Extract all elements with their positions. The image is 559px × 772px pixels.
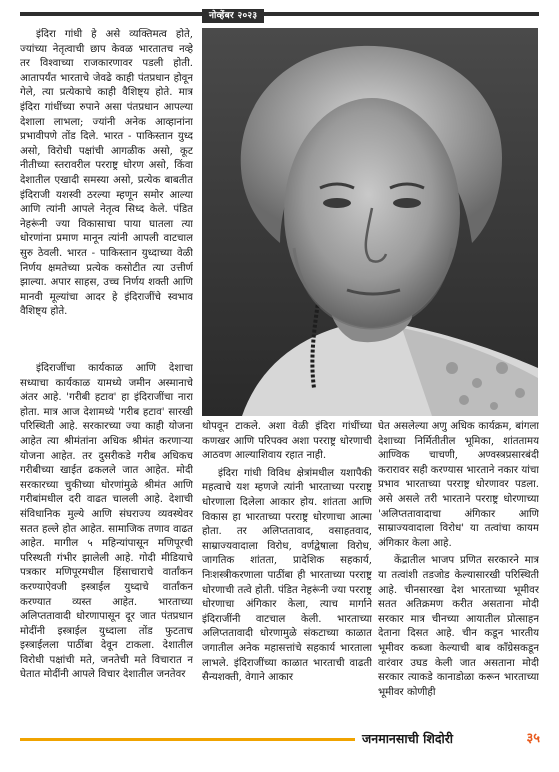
paragraph-current-government: केंद्रातील भाजप प्रणित सरकारने मात्र या तत्वांशी तडजोड केल्यासारखी परिस्थिती आहे. चीनसारखा देश भारताच्या भूमीवर सतत अतिक्रमण करीत असताना मोदी सरकार मात्र चीनच्या आयातील प्रोत्साहन देताना दिसत आहे. चीन कडून भारतीय भूमीवर कब्जा केल्याची बाब काँग्रेसकडून वारंवार उघड केली जात असताना मोदी सरकार त्याकडे कानाडोळा करून भारताच्या भूमीवर कोणीही [378, 555, 539, 698]
article-column-1 [20, 28, 193, 728]
article-column-2 [202, 420, 372, 728]
header-rule [20, 12, 539, 16]
paragraph-foreign-policy: इंदिरा गांधी विविध क्षेत्रांमधील यशापैकी महत्वाचे यश म्हणजे त्यांनी भारताच्या परराष्ट्र धोरणाला दिलेला आकार होय. शांतता आणि विकास हा भारताच्या परराष्ट्र धोरणाचा आत्मा होता. तर अलिप्ततावाद, वसाहतवाद, साम्राज्यवादाला विरोध, वर्णद्वेषाला विरोध, जागतिक शांतता, प्रादेशिक सहकार्य, निःशस्त्रीकरणाला पाठींबा ही भारताच्या परराष्ट्र धोरणाची तत्वे होती. पंडित नेहरूंनी ज्या परराष्ट्र धोरणाचा अंगिकार केला, त्याच मार्गाने इंदिराजींनी वाटचाल केली. भारताच्या अलिप्ततावादी धोरणामुळे संकटाच्या काळात जगातील अनेक महासत्तांचे सहकार्य भारताला लाभले. इंदिराजींच्या काळात भारताची वाढती सैन्यशक्ती, वेगाने आकार [202, 467, 372, 684]
footer-rule [20, 738, 355, 741]
page-number: ३५ [526, 731, 540, 746]
issue-month-label: नोव्हेंबर २०२३ [202, 9, 264, 23]
magazine-title: जनमानसाची शिदोरी [362, 731, 454, 746]
article-column-3 [378, 420, 539, 728]
indira-gandhi-portrait [202, 28, 538, 416]
paragraph-comparison: इंदिराजींचा कार्यकाळ आणि देशाचा सध्याचा कार्यकाळ यामध्ये जमीन अस्मानाचे अंतर आहे. 'गरीबी हटाव' हा इंदिराजींचा नारा होता. मात्र आज देशामध्ये 'गरीब हटाव' सारखी परिस्थिती आहे. सरकारच्या ज्या काही योजना आहेत त्या श्रीमंतांना अधिक श्रीमंत करणाऱ्या योजना आहेत. तर दुसरीकडे गरीब अधिकच गरीबीच्या खाईत ढकलले जात आहेत. मोदी सरकारच्या चुकीच्या धोरणांमुळे श्रीमंत आणि गरीबांमधील दरी वाढत चालली आहे. देशाची संविधानिक मुल्ये आणि संघराज्य व्यवस्थेवर सतत हल्ले होत आहेत. सामाजिक तणाव वाढत आहेत. मागील ५ महिन्यांपासून मणिपूरची परिस्थती गंभीर झालेली आहे. गोदी मीडियाचे पत्रकार मणिपूरमधील हिंसाचाराचे वार्तांकन करण्याऐवजी इस्त्राईल युध्दाचे वार्तांकन करण्यात व्यस्त आहेत. भारताच्या अलिप्ततावादी धोरणापासून दूर जात पंतप्रधान मोदींनी इस्त्राईल युध्दाला तोंड फुटताच इस्त्राईलला पाठींबा देवून टाकला. देशातील विरोधी पक्षांची मते, जनतेची मते विचारात न घेतात मोदींनी आपले विचार देशातील जनतेवर [20, 363, 193, 681]
paragraph-continuation: थोपवून टाकले. अशा वेळी इंदिरा गांधींच्या कणखर आणि परिपक्व अशा परराष्ट्र धोरणाची आठवण आल्याशिवाय रहात नाही. [202, 421, 372, 462]
portrait-image [202, 28, 538, 416]
paragraph-intro: इंदिरा गांधी हे असे व्यक्तिमत्व होते, ज्यांच्या नेतृत्वाची छाप केवळ भारतातच नव्हे तर विश्वाच्या राजकारणावर पडली होती. आतापर्यंत भारताचे जेवढे काही पंतप्रधान होवून गेले, त्या प्रत्येकाचे काही वैशिष्ट्य होते. मात्र इंदिरा गांधींच्या रुपाने असा पंतप्रधान आपल्या देशाला लाभला; ज्यांनी अनेक आव्हानांना प्रभावीपणे तोंड दिले. भारत - पाकिस्तान युध्द असो, विरोधी पक्षांची आगळीक असो, कूट नीतीच्या स्तरावरील परराष्ट्र धोरण असो, किंवा देशातील एखादी समस्या असो, प्रत्येक बाबतीत इंदिराजी यशस्वी ठरल्या म्हणून समोर आल्या आणि त्यांनी आपले नेतृत्व सिध्द केले. पंडित नेहरूंनी ज्या विकासाचा पाया घातला त्या धोरणांना प्रमाण मानून त्यांनी आपली वाटचाल सुरु ठेवली. भारत - पाकिस्तान युध्दाच्या वेळी निर्णय क्षमतेच्या प्रत्येक कसोटीत त्या उत्तीर्ण झाल्या. अपार साहस, उच्च निर्णय शक्ती आणि मानवी मूल्यांचा आदर हे इंदिराजींचे स्वभाव वैशिष्ट्य होते. [20, 29, 193, 318]
paragraph-nuclear-policy: घेत असलेल्या अणु अधिक कार्यक्रम, बांगला देशाच्या निर्मितीतील भूमिका, शांततामय आण्विक चाचणी, अण्वस्त्रप्रसारबंदी करारावर सही करण्यास भारताने नकार यांचा प्रभाव भारताच्या परराष्ट्र धोरणावर पडला. असे असले तरी भारताने परराष्ट्र धोरणाच्या 'अलिप्ततावादाचा अंगिकार आणि साम्राज्यवादाला विरोध' या तत्वांचा कायम अंगिकार केला आहे. [378, 421, 539, 549]
